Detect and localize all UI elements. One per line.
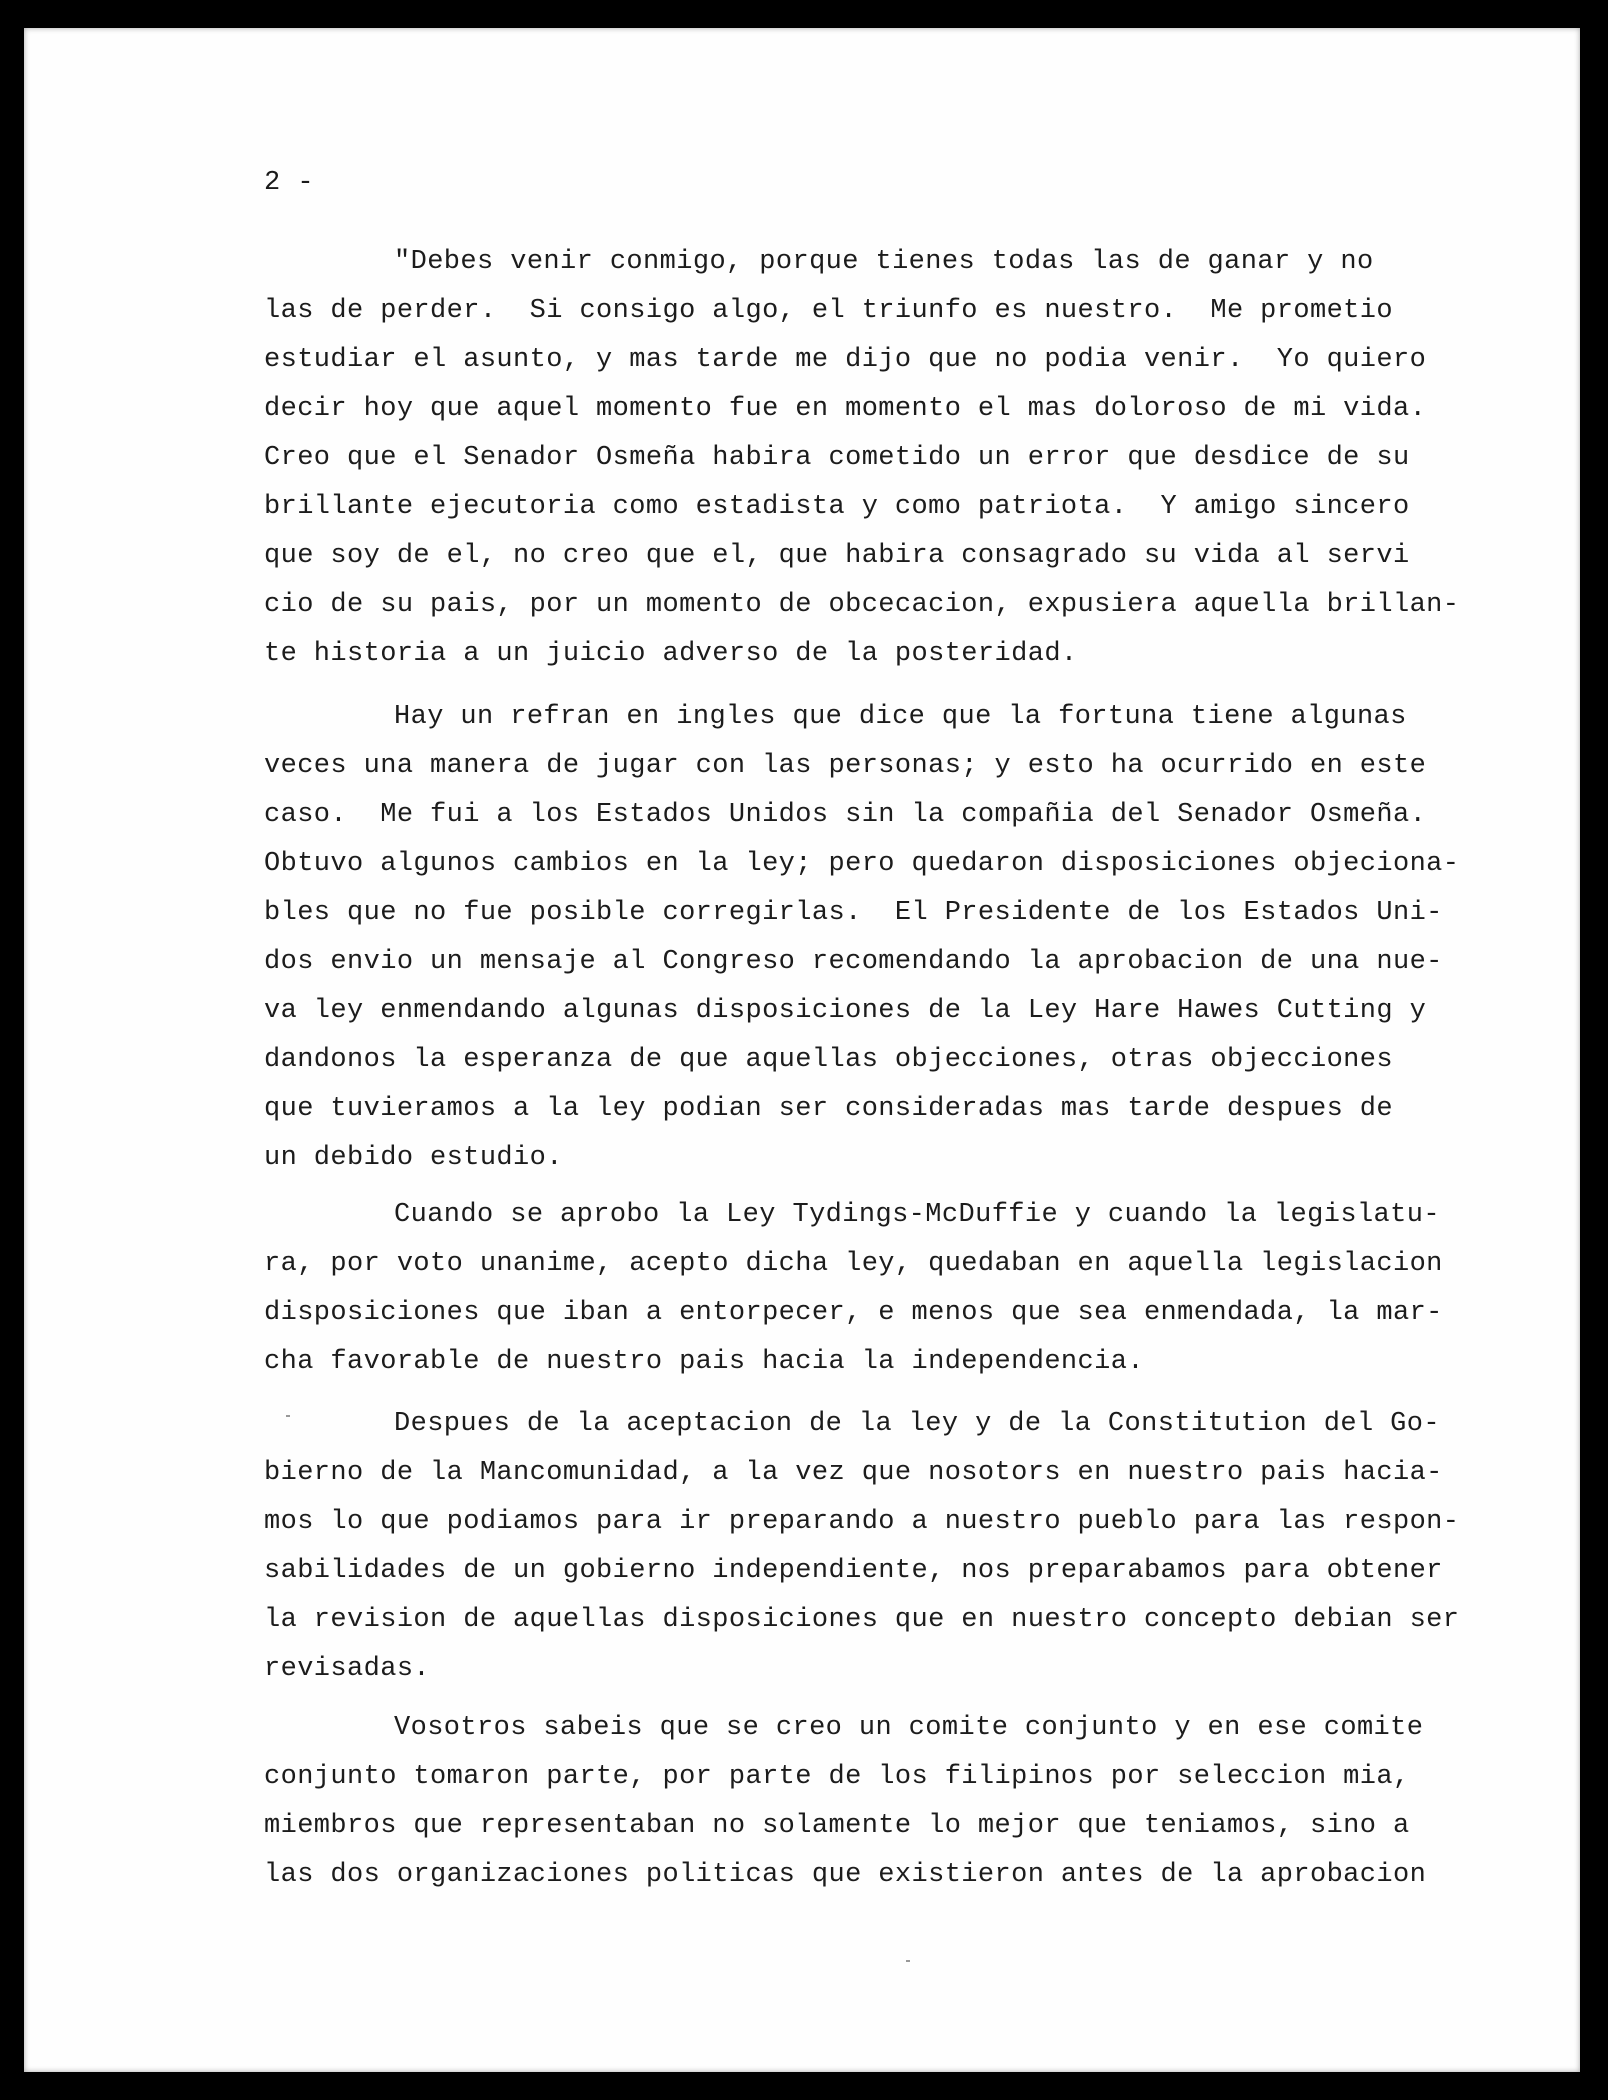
- text-line: Creo que el Senador Osmeña habira cometido un error que desdice de su: [264, 443, 1410, 473]
- text-line: que soy de el, no creo que el, que habira consagrado su vida al servi: [264, 541, 1410, 571]
- page-number: 2 -: [264, 168, 315, 198]
- text-line: disposiciones que iban a entorpecer, e menos que sea enmendada, la mar-: [264, 1298, 1443, 1328]
- scan-speck: [906, 1960, 910, 1962]
- text-line: miembros que representaban no solamente lo mejor que teniamos, sino a: [264, 1811, 1410, 1841]
- text-line: la revision de aquellas disposiciones que en nuestro concepto debian ser: [264, 1605, 1460, 1635]
- text-line: las dos organizaciones politicas que existieron antes de la aprobacion: [264, 1860, 1427, 1890]
- text-line: las de perder. Si consigo algo, el triunfo es nuestro. Me prometio: [264, 296, 1393, 326]
- text-line: te historia a un juicio adverso de la posteridad.: [264, 639, 1078, 669]
- text-line: va ley enmendando algunas disposiciones de la Ley Hare Hawes Cutting y: [264, 996, 1427, 1026]
- text-line: bles que no fue posible corregirlas. El Presidente de los Estados Uni-: [264, 898, 1443, 928]
- text-line: bierno de la Mancomunidad, a la vez que nosotors en nuestro pais hacia-: [264, 1458, 1443, 1488]
- text-line: dandonos la esperanza de que aquellas objecciones, otras objecciones: [264, 1045, 1393, 1075]
- text-line: estudiar el asunto, y mas tarde me dijo que no podia venir. Yo quiero: [264, 345, 1427, 375]
- text-line: dos envio un mensaje al Congreso recomendando la aprobacion de una nue-: [264, 947, 1443, 977]
- text-line: Hay un refran en ingles que dice que la fortuna tiene algunas: [394, 702, 1407, 732]
- text-line: conjunto tomaron parte, por parte de los filipinos por seleccion mia,: [264, 1762, 1410, 1792]
- text-line: decir hoy que aquel momento fue en momento el mas doloroso de mi vida.: [264, 394, 1427, 424]
- text-line: un debido estudio.: [264, 1143, 563, 1173]
- text-line: Vosotros sabeis que se creo un comite conjunto y en ese comite: [394, 1713, 1424, 1743]
- text-line: que tuvieramos a la ley podian ser consideradas mas tarde despues de: [264, 1094, 1393, 1124]
- text-line: "Debes venir conmigo, porque tienes todas las de ganar y no: [394, 247, 1374, 277]
- text-line: Despues de la aceptacion de la ley y de la Constitution del Go-: [394, 1409, 1440, 1439]
- text-line: Cuando se aprobo la Ley Tydings-McDuffie y cuando la legislatu-: [394, 1200, 1440, 1230]
- scan-speck: [286, 1415, 290, 1417]
- text-line: Obtuvo algunos cambios en la ley; pero quedaron disposiciones objeciona-: [264, 849, 1460, 879]
- text-line: mos lo que podiamos para ir preparando a nuestro pueblo para las respon-: [264, 1507, 1460, 1537]
- text-line: cio de su pais, por un momento de obcecacion, expusiera aquella brillan-: [264, 590, 1460, 620]
- text-line: revisadas.: [264, 1654, 431, 1684]
- text-line: veces una manera de jugar con las personas; y esto ha ocurrido en este: [264, 751, 1427, 781]
- text-line: cha favorable de nuestro pais hacia la independencia.: [264, 1347, 1144, 1377]
- text-line: ra, por voto unanime, acepto dicha ley, quedaban en aquella legislacion: [264, 1249, 1443, 1279]
- text-line: caso. Me fui a los Estados Unidos sin la compañia del Senador Osmeña.: [264, 800, 1427, 830]
- text-line: sabilidades de un gobierno independiente, nos preparabamos para obtener: [264, 1556, 1443, 1586]
- text-line: brillante ejecutoria como estadista y como patriota. Y amigo sincero: [264, 492, 1410, 522]
